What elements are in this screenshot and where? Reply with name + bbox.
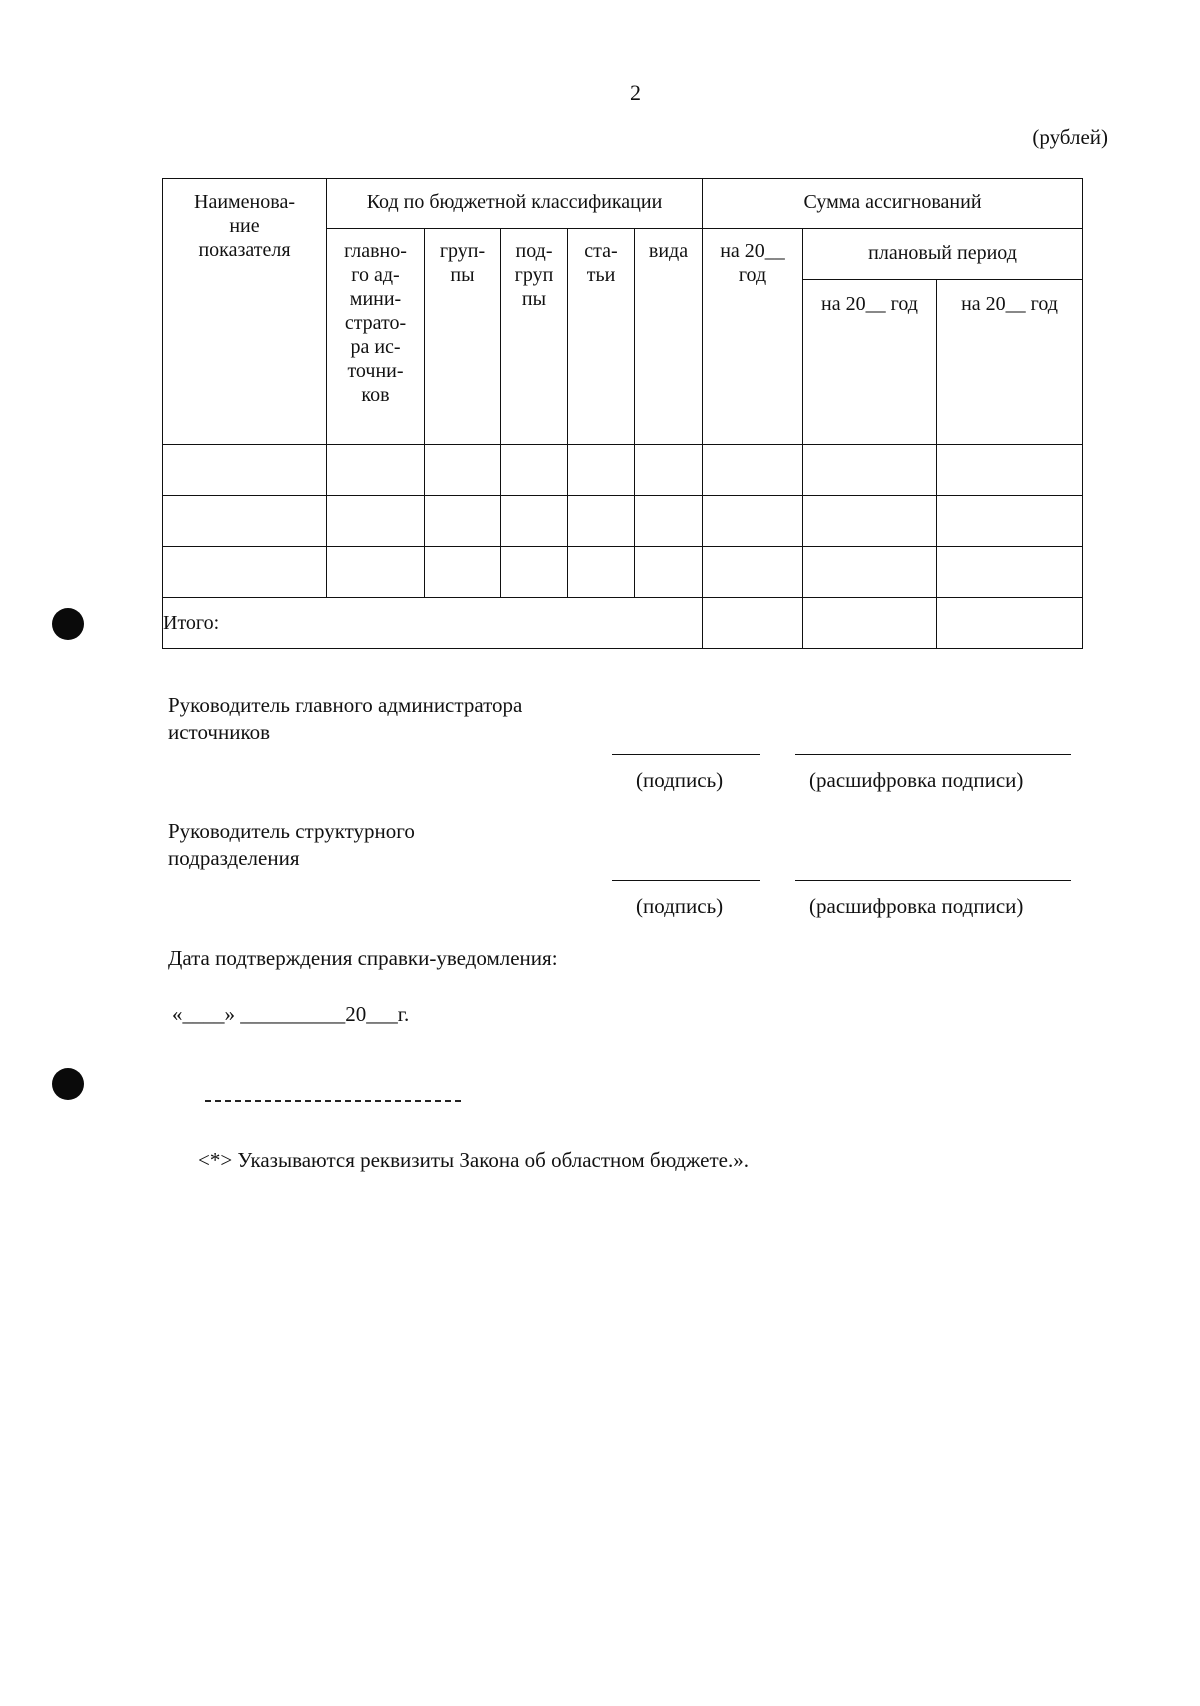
header-indicator-name: Наименова- ние показателя: [163, 179, 327, 445]
signature-decode-caption: (расшифровка подписи): [809, 768, 1024, 792]
total-label: Итого:: [163, 598, 703, 649]
table-cell[interactable]: [703, 547, 803, 598]
table-cell[interactable]: [501, 496, 568, 547]
table-cell[interactable]: [568, 547, 635, 598]
signature-decode-caption: (расшифровка подписи): [809, 894, 1024, 918]
table-cell[interactable]: [568, 496, 635, 547]
table-cell[interactable]: [163, 547, 327, 598]
units-label: (рублей): [1032, 125, 1108, 149]
table-cell[interactable]: [803, 445, 937, 496]
header-plan-period: плановый период: [803, 229, 1083, 280]
header-current-year: на 20__ год: [703, 229, 803, 445]
signature-label: Руководитель главного администратора источников: [168, 693, 523, 744]
table-cell[interactable]: [635, 547, 703, 598]
signature-label: Руководитель структурного подразделения: [168, 819, 415, 870]
table-cell[interactable]: [327, 547, 425, 598]
header-code-group: груп- пы: [425, 229, 501, 445]
punch-hole-bottom: [52, 1068, 84, 1100]
table-cell[interactable]: [425, 445, 501, 496]
total-cell-current-year[interactable]: [703, 598, 803, 649]
table-cell[interactable]: [425, 547, 501, 598]
page-number: 2: [630, 80, 641, 105]
signature-block-division-head: [168, 818, 415, 872]
total-cell-plan-year-2[interactable]: [937, 598, 1083, 649]
signature-decode-line[interactable]: [795, 880, 1071, 881]
table-cell[interactable]: [703, 496, 803, 547]
header-appropriation-sum: Сумма ассигнований: [703, 179, 1083, 229]
total-cell-plan-year-1[interactable]: [803, 598, 937, 649]
table-cell[interactable]: [937, 547, 1083, 598]
table-cell[interactable]: [327, 496, 425, 547]
table-row: [163, 445, 1083, 496]
table-cell[interactable]: [937, 496, 1083, 547]
signature-caption: (подпись): [636, 894, 724, 918]
signature-block-admin-head: [168, 692, 522, 746]
table-cell[interactable]: [425, 496, 501, 547]
header-code-administrator: главно- го ад- мини- страто- ра ис- точни- ков: [327, 229, 425, 445]
table-cell[interactable]: [635, 445, 703, 496]
table-cell[interactable]: [163, 445, 327, 496]
punch-hole-top: [52, 608, 84, 640]
total-row: [163, 598, 1083, 649]
signature-decode-line[interactable]: [795, 754, 1071, 755]
table-row: [163, 496, 1083, 547]
table-cell[interactable]: [635, 496, 703, 547]
footnote: <*> Указываются реквизиты Закона об областном бюджете.».: [198, 1148, 749, 1172]
table-cell[interactable]: [327, 445, 425, 496]
date-field[interactable]: «____» __________20___г.: [172, 1002, 410, 1026]
signature-caption: (подпись): [636, 768, 724, 792]
table-cell[interactable]: [803, 496, 937, 547]
header-code-type: вида: [635, 229, 703, 445]
table-cell[interactable]: [163, 496, 327, 547]
signature-line[interactable]: [612, 880, 760, 881]
table-cell[interactable]: [568, 445, 635, 496]
table-cell[interactable]: [803, 547, 937, 598]
footnote-divider: [205, 1100, 461, 1102]
header-plan-year-2: на 20__ год: [937, 280, 1083, 445]
header-code-subgroup: под- груп пы: [501, 229, 568, 445]
table-cell[interactable]: [501, 547, 568, 598]
table-row: [163, 547, 1083, 598]
table-cell[interactable]: [703, 445, 803, 496]
date-label: Дата подтверждения справки-уведомления:: [168, 946, 558, 970]
signature-line[interactable]: [612, 754, 760, 755]
table-cell[interactable]: [501, 445, 568, 496]
budget-table: [162, 178, 1083, 649]
header-plan-year-1: на 20__ год: [803, 280, 937, 445]
table-cell[interactable]: [937, 445, 1083, 496]
header-code-article: ста- тьи: [568, 229, 635, 445]
header-budget-code: Код по бюджетной классификации: [327, 179, 703, 229]
